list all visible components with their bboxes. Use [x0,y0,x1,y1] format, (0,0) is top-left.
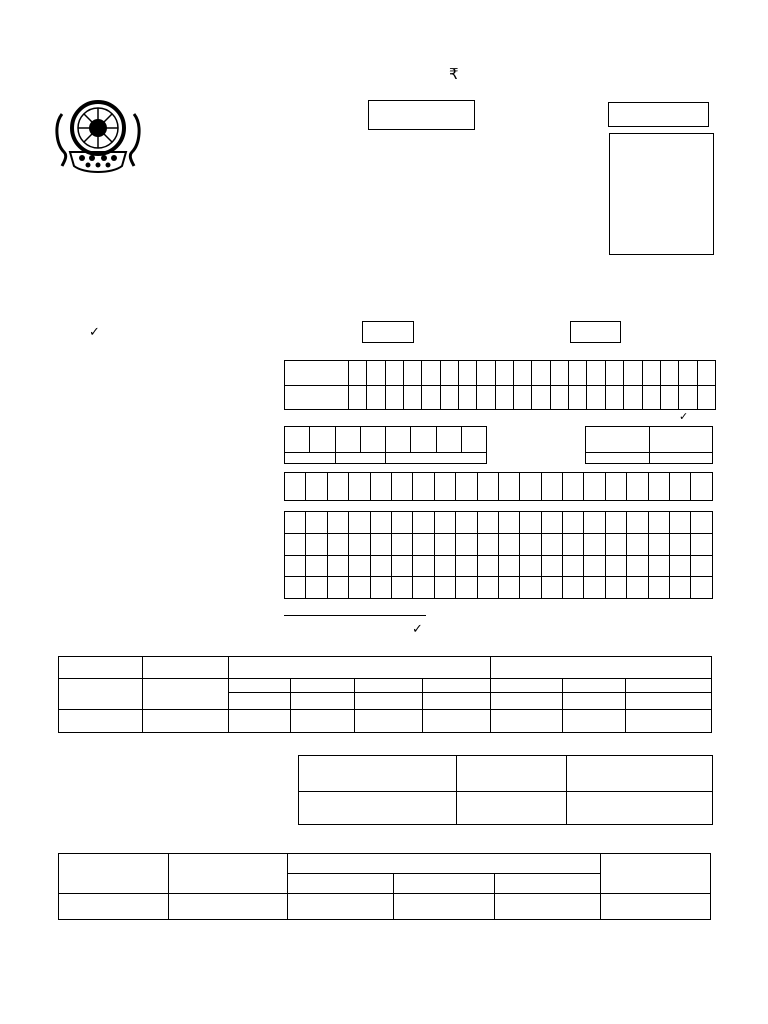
grid-label-cell [285,361,349,386]
char-cell[interactable] [391,533,412,555]
char-cell[interactable] [285,577,306,599]
char-cell[interactable] [306,473,327,501]
table-cell[interactable] [495,894,601,920]
char-cell[interactable] [648,512,669,534]
char-cell[interactable] [520,473,541,501]
table-cell[interactable] [291,693,355,710]
char-cell[interactable] [370,577,391,599]
table-header-cell [229,657,491,679]
char-cell[interactable] [584,533,605,555]
table-header-cell [563,679,626,693]
char-cell[interactable] [584,512,605,534]
check-mark: ✓ [412,622,423,637]
char-cell[interactable] [584,555,605,577]
table-header-cell [59,657,143,679]
char-cell[interactable] [404,385,422,410]
char-cell[interactable] [670,533,691,555]
char-cell[interactable] [440,361,458,386]
char-cell[interactable] [520,512,541,534]
name-entry-grid [284,511,713,599]
code-entry-grid [284,360,716,410]
date-digit-cell[interactable] [360,427,385,453]
char-cell[interactable] [285,512,306,534]
char-cell[interactable] [413,512,434,534]
char-cell[interactable] [434,512,455,534]
table-header-cell [423,679,491,693]
char-cell[interactable] [456,473,477,501]
char-cell[interactable] [563,512,584,534]
option-label-cell [649,453,713,464]
char-cell[interactable] [477,473,498,501]
id-entry-grid [284,472,713,501]
char-cell[interactable] [569,361,587,386]
char-cell[interactable] [569,385,587,410]
char-cell[interactable] [349,385,367,410]
char-cell[interactable] [670,555,691,577]
table-header-cell [355,679,423,693]
option-label-cell [586,453,650,464]
char-cell[interactable] [670,473,691,501]
table-header-cell [491,657,712,679]
char-cell[interactable] [327,512,348,534]
char-cell[interactable] [550,361,568,386]
char-cell[interactable] [370,473,391,501]
char-cell[interactable] [532,361,550,386]
char-cell[interactable] [541,555,562,577]
char-cell[interactable] [456,512,477,534]
char-cell[interactable] [691,533,713,555]
table-cell[interactable] [601,894,711,920]
table-header-cell [59,679,143,710]
char-cell[interactable] [434,473,455,501]
option-cell[interactable] [586,427,650,453]
date-grid [284,426,487,464]
char-cell[interactable] [670,577,691,599]
char-cell[interactable] [477,512,498,534]
char-cell[interactable] [306,533,327,555]
char-cell[interactable] [627,533,648,555]
char-cell[interactable] [349,533,370,555]
char-cell[interactable] [422,385,440,410]
char-cell[interactable] [498,533,519,555]
char-cell[interactable] [648,555,669,577]
char-cell[interactable] [660,385,678,410]
char-cell[interactable] [413,555,434,577]
char-cell[interactable] [434,555,455,577]
table-header-cell [626,679,712,693]
char-cell[interactable] [550,385,568,410]
char-cell[interactable] [498,577,519,599]
char-cell[interactable] [349,361,367,386]
char-cell[interactable] [459,361,477,386]
date-digit-cell[interactable] [436,427,461,453]
char-cell[interactable] [477,533,498,555]
photo-box[interactable] [609,133,714,255]
char-cell[interactable] [532,385,550,410]
char-cell[interactable] [434,577,455,599]
char-cell[interactable] [627,473,648,501]
char-cell[interactable] [627,512,648,534]
char-cell[interactable] [385,361,403,386]
table-cell[interactable] [423,693,491,710]
char-cell[interactable] [541,512,562,534]
char-cell[interactable] [306,512,327,534]
char-cell[interactable] [456,555,477,577]
table-header-cell [288,874,394,894]
char-cell[interactable] [327,533,348,555]
char-cell[interactable] [563,533,584,555]
top-right-label-box[interactable] [608,102,709,127]
char-cell[interactable] [370,533,391,555]
grid-label-cell [285,385,349,410]
char-cell[interactable] [514,385,532,410]
table-cell[interactable] [288,894,394,920]
date-digit-cell[interactable] [461,427,486,453]
table-header-cell [229,679,291,693]
table-header-cell [601,854,711,894]
table-header-cell [59,854,169,894]
char-cell[interactable] [605,577,626,599]
char-cell[interactable] [391,555,412,577]
char-cell[interactable] [691,577,713,599]
char-cell[interactable] [391,512,412,534]
table-cell[interactable] [229,693,291,710]
char-cell[interactable] [370,512,391,534]
char-cell[interactable] [587,361,605,386]
char-cell[interactable] [541,533,562,555]
char-cell[interactable] [327,555,348,577]
summary-table [298,755,713,825]
date-digit-cell[interactable] [386,427,411,453]
char-cell[interactable] [605,385,623,410]
char-cell[interactable] [434,533,455,555]
char-cell[interactable] [477,361,495,386]
table-header-cell [288,854,601,874]
char-cell[interactable] [306,577,327,599]
char-cell[interactable] [605,512,626,534]
char-cell[interactable] [385,385,403,410]
table-header-cell [291,679,355,693]
marks-table [58,656,712,733]
char-cell[interactable] [514,361,532,386]
char-cell[interactable] [541,577,562,599]
small-field-left[interactable] [362,321,414,343]
char-cell[interactable] [587,385,605,410]
char-cell[interactable] [422,361,440,386]
table-cell[interactable] [59,710,143,733]
char-cell[interactable] [495,385,513,410]
char-cell[interactable] [391,473,412,501]
table-cell[interactable] [355,710,423,733]
check-mark: ✓ [89,325,100,340]
date-digit-cell[interactable] [285,427,310,453]
char-cell[interactable] [584,577,605,599]
fee-table [58,853,711,920]
char-cell[interactable] [520,555,541,577]
char-cell[interactable] [440,385,458,410]
char-cell[interactable] [520,533,541,555]
char-cell[interactable] [563,577,584,599]
char-cell[interactable] [541,473,562,501]
small-field-right[interactable] [570,321,621,343]
table-header-cell [299,756,457,792]
char-cell[interactable] [367,385,385,410]
char-cell[interactable] [697,385,715,410]
char-cell[interactable] [349,555,370,577]
char-cell[interactable] [642,361,660,386]
char-cell[interactable] [679,385,697,410]
char-cell[interactable] [349,577,370,599]
table-cell[interactable] [626,693,712,710]
char-cell[interactable] [477,577,498,599]
char-cell[interactable] [498,473,519,501]
char-cell[interactable] [498,512,519,534]
char-cell[interactable] [697,361,715,386]
char-cell[interactable] [679,361,697,386]
signature-line [284,615,426,616]
table-cell[interactable] [563,693,626,710]
table-cell[interactable] [169,894,288,920]
char-cell[interactable] [285,533,306,555]
char-cell[interactable] [349,473,370,501]
table-cell[interactable] [229,710,291,733]
char-cell[interactable] [627,577,648,599]
check-mark-small: ✓ [679,410,689,423]
table-header-cell [567,756,713,792]
table-cell[interactable] [355,693,423,710]
char-cell[interactable] [563,555,584,577]
top-center-field[interactable] [368,100,475,130]
table-cell[interactable] [563,710,626,733]
table-cell[interactable] [59,894,169,920]
char-cell[interactable] [404,361,422,386]
char-cell[interactable] [477,385,495,410]
char-cell[interactable] [520,577,541,599]
char-cell[interactable] [624,361,642,386]
char-cell[interactable] [370,555,391,577]
table-cell[interactable] [567,792,713,825]
char-cell[interactable] [648,577,669,599]
char-cell[interactable] [648,473,669,501]
char-cell[interactable] [691,473,713,501]
char-cell[interactable] [413,533,434,555]
char-cell[interactable] [391,577,412,599]
date-label-cell [335,453,386,464]
char-cell[interactable] [413,577,434,599]
char-cell[interactable] [327,473,348,501]
date-digit-cell[interactable] [310,427,335,453]
char-cell[interactable] [670,512,691,534]
char-cell[interactable] [642,385,660,410]
char-cell[interactable] [459,385,477,410]
char-cell[interactable] [306,555,327,577]
state-emblem-icon [52,94,144,176]
table-header-cell [143,679,229,710]
char-cell[interactable] [495,361,513,386]
char-cell[interactable] [648,533,669,555]
rupee-symbol: ₹ [449,65,459,83]
table-cell[interactable] [491,693,563,710]
char-cell[interactable] [456,533,477,555]
table-header-cell [457,756,567,792]
table-cell[interactable] [291,710,355,733]
char-cell[interactable] [477,555,498,577]
table-header-cell [495,874,601,894]
table-header-cell [143,657,229,679]
char-cell[interactable] [660,361,678,386]
char-cell[interactable] [624,385,642,410]
char-cell[interactable] [456,577,477,599]
char-cell[interactable] [627,555,648,577]
char-cell[interactable] [605,361,623,386]
table-header-cell [491,679,563,693]
char-cell[interactable] [349,512,370,534]
date-label-cell [285,453,336,464]
char-cell[interactable] [413,473,434,501]
char-cell[interactable] [691,512,713,534]
date-digit-cell[interactable] [411,427,436,453]
char-cell[interactable] [605,533,626,555]
char-cell[interactable] [367,361,385,386]
char-cell[interactable] [285,555,306,577]
table-cell[interactable] [457,792,567,825]
char-cell[interactable] [691,555,713,577]
char-cell[interactable] [285,473,306,501]
char-cell[interactable] [327,577,348,599]
table-header-cell [169,854,288,894]
table-header-cell [394,874,495,894]
gender-grid [585,426,713,464]
char-cell[interactable] [605,555,626,577]
option-cell[interactable] [649,427,713,453]
char-cell[interactable] [498,555,519,577]
table-cell[interactable] [491,710,563,733]
table-cell[interactable] [299,792,457,825]
char-cell[interactable] [605,473,626,501]
table-cell[interactable] [626,710,712,733]
date-digit-cell[interactable] [335,427,360,453]
char-cell[interactable] [584,473,605,501]
date-label-cell [386,453,487,464]
table-cell[interactable] [143,710,229,733]
table-cell[interactable] [423,710,491,733]
table-cell[interactable] [394,894,495,920]
char-cell[interactable] [563,473,584,501]
